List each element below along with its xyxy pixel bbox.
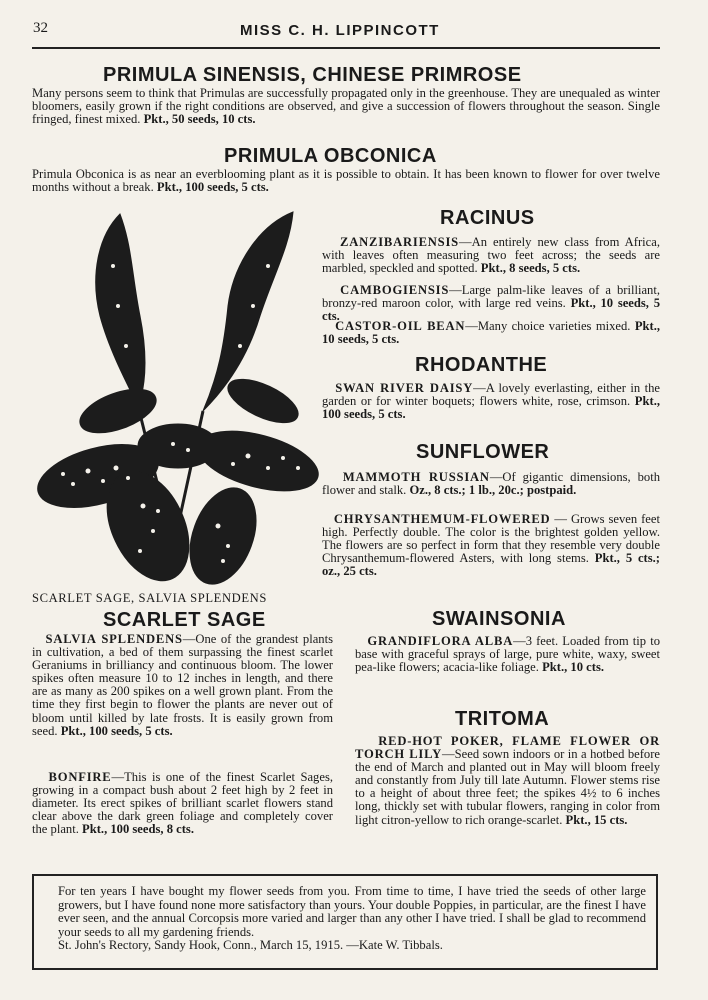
running-header: MISS C. H. LIPPINCOTT: [240, 22, 440, 39]
racinus-item: [322, 284, 660, 323]
racinus-item-text: —Large palm-like leaves of a brilliant, bronzy-red maroon color, with large red veins.: [322, 283, 660, 311]
rhodanthe-body: —A lovely everlasting, either in the garden or for winter boquets; flowers white, rose, crimson.: [322, 381, 660, 409]
scarlet-sage-item-price: Pkt., 100 seeds, 8 cts.: [82, 822, 194, 837]
page-number: 32: [33, 20, 48, 36]
testimonial: [58, 885, 646, 953]
scarlet-sage-item-text: —One of the grandest plants in cultivation, a bed of them surpassing the finest scarlet Geraniums in brilliancy and continuous bloom. The lower spikes often measure 10 to 12 inches in length, and there are as many as 200 spikes on a well grown plant. From the time they first begin to flower the plants are never out of bloom until killed by late frosts. It is easily grown from seed.: [32, 632, 333, 738]
primula-sinensis-title: PRIMULA SINENSIS, CHINESE PRIMROSE: [103, 64, 522, 86]
primula-obconica-body: Primula Obconica is as near an everblooming plant as it is possible to obtain. It has been known to flower for over twelve months without a break.: [32, 167, 660, 195]
sunflower-item: [322, 471, 660, 497]
racinus-title: RACINUS: [440, 207, 535, 229]
scarlet-sage-item-name: BONFIRE: [48, 770, 112, 784]
rhodanthe-title: RHODANTHE: [415, 354, 548, 376]
illustration-caption: SCARLET SAGE, SALVIA SPLENDENS: [32, 591, 267, 605]
scarlet-sage-item-name: SALVIA SPLENDENS: [45, 632, 183, 646]
sunflower-item-name: CHRYSANTHEMUM-FLOWERED: [333, 512, 551, 526]
tritoma-title: TRITOMA: [455, 708, 550, 730]
racinus-item: [322, 236, 660, 275]
racinus-item-name: CAMBOGIENSIS: [340, 283, 450, 297]
tritoma-name: RED-HOT POKER, FLAME FLOWER OR TORCH LILY: [355, 734, 660, 762]
swainsonia-text: [355, 635, 660, 674]
testimonial-signature: St. John's Rectory, Sandy Hook, Conn., March 15, 1915. —Kate W. Tibbals.: [58, 938, 443, 953]
scarlet-sage-item: [32, 771, 333, 836]
swainsonia-name: GRANDIFLORA ALBA: [367, 634, 514, 648]
scarlet-sage-item-text: —This is one of the finest Scarlet Sages, growing in a compact bush about 2 feet high by 2 feet in diameter. Its erect spikes of brilliant scarlet flowers stand clear above the dark green foliage and completely cover the plant.: [32, 770, 333, 837]
primula-obconica-title: PRIMULA OBCONICA: [224, 145, 437, 167]
swainsonia-price: Pkt., 10 cts.: [542, 660, 604, 675]
racinus-item-text: —An entirely new class from Africa, with leaves often measuring two feet across; the seeds are marbled, speckled and spotted.: [322, 235, 660, 276]
swainsonia-title: SWAINSONIA: [432, 608, 566, 630]
rhodanthe-text: [322, 382, 660, 421]
primula-obconica-price: Pkt., 100 seeds, 5 cts.: [156, 180, 269, 195]
sunflower-item-price: Pkt., 5 cts.; oz., 25 cts.: [322, 551, 660, 579]
rhodanthe-price: Pkt., 100 seeds, 5 cts.: [322, 394, 660, 422]
primula-sinensis-text: [32, 87, 660, 126]
scarlet-sage-item-price: Pkt., 100 seeds, 5 cts.: [60, 723, 173, 738]
swainsonia-body: —3 feet. Loaded from tip to base with graceful sprays of large, pure white, waxy, sweet pea-like flowers; acacia-like foliage.: [355, 634, 660, 675]
primula-obconica-text: [32, 168, 660, 194]
scarlet-sage-illustration: [28, 206, 324, 590]
racinus-item-text: —Many choice varieties mixed.: [465, 319, 631, 333]
sunflower-item-price: Oz., 8 cts.; 1 lb., 20c.; postpaid.: [409, 483, 577, 498]
racinus-item-name: CASTOR-OIL BEAN: [335, 319, 466, 333]
sunflower-item-name: MAMMOTH RUSSIAN: [342, 470, 490, 484]
racinus-item-price: Pkt., 10 seeds, 5 cts.: [322, 296, 660, 324]
sunflower-item-text: —Of gigantic dimensions, both flower and stalk.: [322, 470, 660, 498]
scarlet-sage-item: [32, 633, 333, 738]
testimonial-text: For ten years I have bought my flower seeds from you. From time to time, I have tried the seeds of other large growers, but I have found none more satisfactory than yours. Your double Poppies, in particular, are the finest I have ever seen, and the annual Corcopsis more varied and larger than any other I have tried. I shall be glad to recommend your seeds to all my gardening friends.: [58, 884, 646, 939]
sunflower-item-text: — Grows seven feet high. Perfectly double. The color is the brightest golden yellow. The flowers are so perfect in form that they resemble very double Chrysanthemum-flowered Asters, with long stems.: [322, 512, 660, 566]
racinus-item-name: ZANZIBARIENSIS: [340, 235, 459, 249]
racinus-item: [322, 320, 660, 346]
primula-sinensis-body: Many persons seem to think that Primulas are successfully propagated only in the greenhouse. They are unequaled as winter bloomers, easily grown if the right conditions are observed, and give a succession of flowers throughout the season. Single fringed, finest mixed.: [32, 86, 660, 127]
rhodanthe-name: SWAN RIVER DAISY: [335, 381, 474, 395]
tritoma-price: Pkt., 15 cts.: [565, 812, 628, 827]
tritoma-text: [355, 735, 660, 827]
tritoma-body: —Seed sown indoors or in a hotbed before the end of March and planted out in May will bloom freely and constantly from July till late Autumn. Flower stems rise to a height of about three feet; the spikes 4½ to 6 inches long, thickly set with tubular flowers, ranging in color from light citron-yellow to rich orange-scarlet.: [355, 747, 660, 827]
racinus-item-price: Pkt., 8 seeds, 5 cts.: [480, 261, 581, 276]
header-rule: [32, 47, 660, 49]
racinus-item-price: Pkt., 10 seeds, 5 cts.: [322, 319, 660, 347]
sunflower-item: [322, 513, 660, 578]
sunflower-title: SUNFLOWER: [416, 441, 550, 463]
primula-sinensis-price: Pkt., 50 seeds, 10 cts.: [143, 112, 256, 127]
scarlet-sage-title: SCARLET SAGE: [103, 609, 266, 631]
